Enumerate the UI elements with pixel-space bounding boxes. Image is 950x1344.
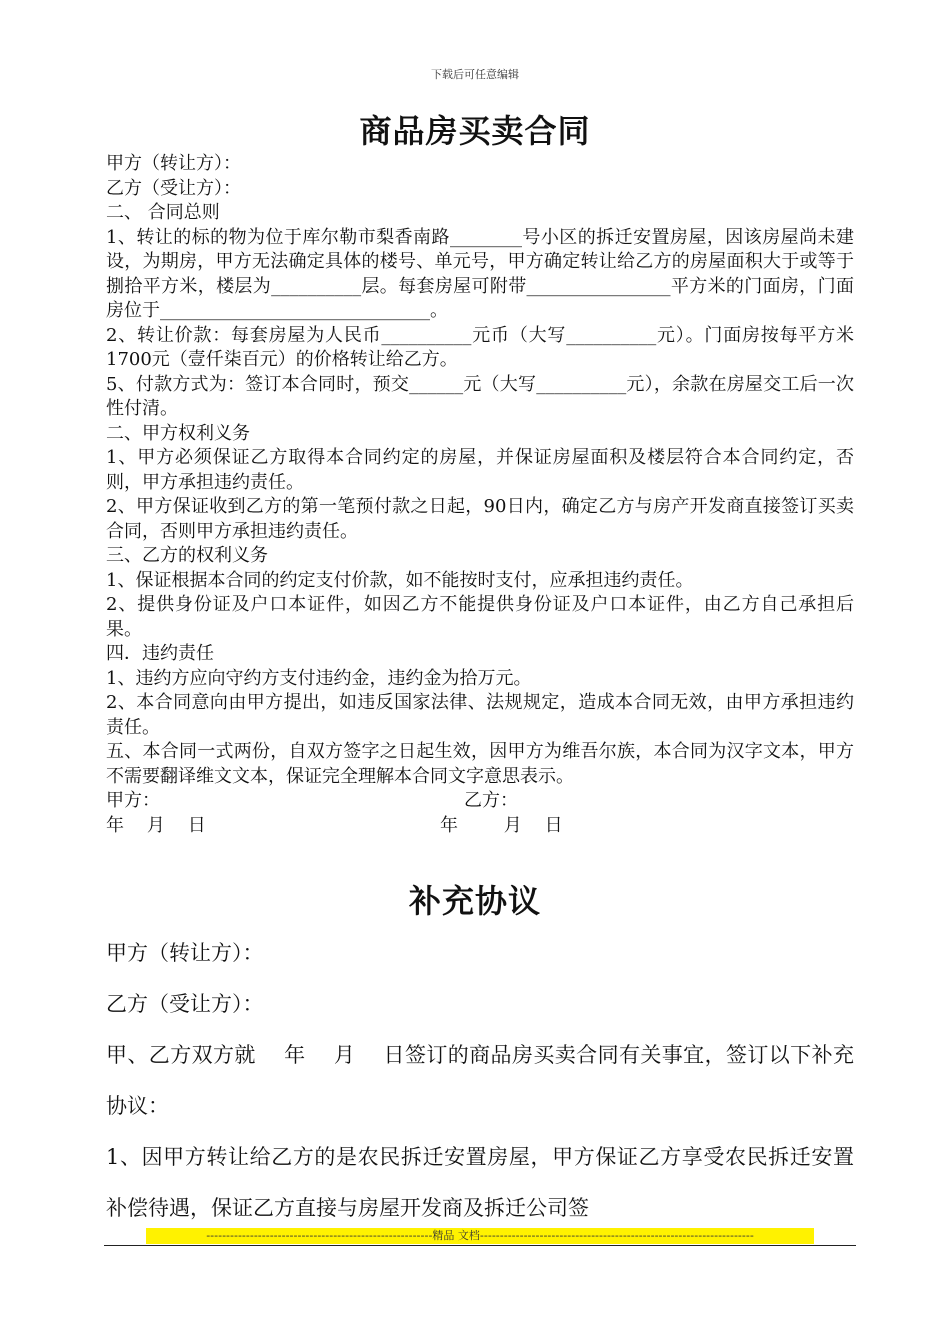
contract-line: 二、甲方权利义务 bbox=[106, 422, 250, 444]
contract-line: 1、转让的标的物为位于库尔勒市梨香南路________号小区的拆迁安置房屋，因该房屋尚未建设，为期房，甲方无法确定具体的楼号、单元号，甲方确定转让给乙方的房屋面积大于或等于捌拾平方米，楼层为__________层。每套房屋可附带________________平方米的门面房，门面房位于______________________________。 bbox=[106, 226, 854, 321]
contract-body bbox=[106, 152, 854, 838]
contract-line: 四．违约责任 bbox=[106, 643, 214, 664]
supplement-line: 1、因甲方转让给乙方的是农民拆迁安置房屋，甲方保证乙方享受农民拆迁安置补偿待遇，保证乙方直接与房屋开发商及拆迁公司签 bbox=[106, 1145, 854, 1220]
contract-line: 五、本合同一式两份，自双方签字之日起生效，因甲方为维吾尔族，本合同为汉字文本，甲方不需要翻译维文文本，保证完全理解本合同文字意思表示。 bbox=[106, 741, 854, 787]
supplement-line: 甲、乙方双方就 年 月 日签订的商品房买卖合同有关事宜，签订以下补充协议： bbox=[106, 1043, 854, 1118]
contract-line: 5、付款方式为：签订本合同时，预交______元（大写__________元），余款在房屋交工后一次性付清。 bbox=[106, 373, 854, 419]
contract-line: 1、甲方必须保证乙方取得本合同约定的房屋，并保证房屋面积及楼层符合本合同约定，否则，甲方承担违约责任。 bbox=[106, 447, 854, 493]
contract-line: 三、乙方的权利义务 bbox=[106, 545, 268, 566]
supplement-body bbox=[106, 928, 854, 1234]
header-note: 下载后可任意编辑 bbox=[431, 68, 519, 81]
contract-line: 2、甲方保证收到乙方的第一笔预付款之日起，90日内，确定乙方与房产开发商直接签订买卖合同，否则甲方承担违约责任。 bbox=[106, 496, 854, 542]
supplement-line: 乙方（受让方）： bbox=[106, 992, 264, 1016]
contract-line: 1、保证根据本合同的约定支付价款，如不能按时支付，应承担违约责任。 bbox=[106, 569, 694, 591]
party-a-signature: 甲方： bbox=[106, 790, 160, 811]
signature-row bbox=[106, 789, 854, 814]
contract-line: 2、转让价款：每套房屋为人民币__________元币（大写__________元）。门面房按每平方米1700元（壹仟柒百元）的价格转让给乙方。 bbox=[106, 324, 854, 370]
footer-banner: ---------------------------------------------------------精品 文档--------------------------------------------------------------------- bbox=[146, 1228, 814, 1244]
supplement-title: 补充协议 bbox=[408, 882, 541, 920]
party-b-date: 年 月 日 bbox=[440, 814, 563, 836]
contract-line: 1、违约方应向守约方支付违约金，违约金为拾万元。 bbox=[106, 667, 532, 689]
contract-line: 甲方（转让方）： bbox=[106, 153, 241, 174]
party-a-date: 年 月 日 bbox=[106, 814, 206, 836]
party-b-signature: 乙方： bbox=[464, 790, 518, 811]
contract-line: 2、提供身份证及户口本证件，如因乙方不能提供身份证及户口本证件，由乙方自己承担后果。 bbox=[106, 594, 854, 640]
date-row bbox=[106, 814, 854, 839]
contract-title: 商品房买卖合同 bbox=[359, 112, 591, 150]
contract-line: 乙方（受让方）： bbox=[106, 177, 241, 199]
contract-line: 2、本合同意向由甲方提出，如违反国家法律、法规规定，造成本合同无效，由甲方承担违约责任。 bbox=[106, 692, 854, 738]
supplement-line: 甲方（转让方）： bbox=[106, 941, 264, 965]
contract-line: 二、 合同总则 bbox=[106, 202, 220, 223]
footer-divider bbox=[104, 1245, 856, 1246]
